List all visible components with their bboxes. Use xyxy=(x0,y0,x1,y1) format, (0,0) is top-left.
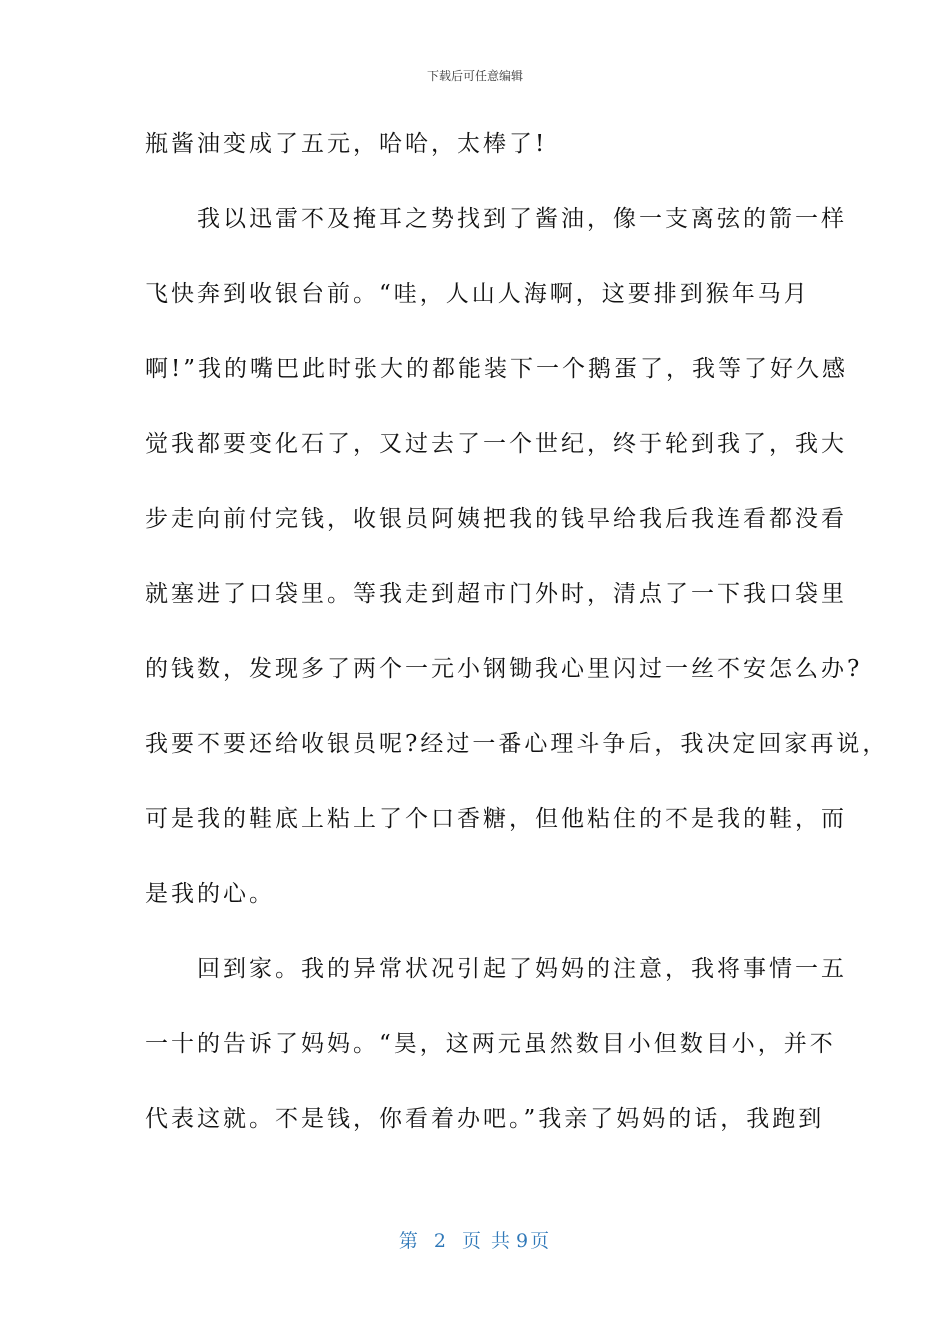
paragraph-line: 我以迅雷不及掩耳之势找到了酱油，像一支离弦的箭一样 xyxy=(145,206,847,232)
current-page-number: 2 xyxy=(433,1230,448,1252)
total-pages: 9页 xyxy=(516,1230,552,1252)
paragraph-line: 飞快奔到收银台前。“哇，人山人海啊，这要排到猴年马月 xyxy=(145,281,810,307)
paragraph-line: 瓶酱油变成了五元，哈哈，太棒了! xyxy=(145,131,548,157)
footer-prefix: 第 xyxy=(398,1230,420,1252)
paragraph-line: 步走向前付完钱，收银员阿姨把我的钱早给我后我连看都没看 xyxy=(145,506,847,532)
paragraph-line: 啊!”我的嘴巴此时张大的都能装下一个鹅蛋了，我等了好久感 xyxy=(145,356,849,382)
paragraph-line: 的钱数，发现多了两个一元小钢锄我心里闪过一丝不安怎么办? xyxy=(145,656,863,682)
paragraph-line: 觉我都要变化石了，又过去了一个世纪，终于轮到我了，我大 xyxy=(145,431,847,457)
paragraph-line: 是我的心。 xyxy=(145,881,275,907)
paragraph-line: 可是我的鞋底上粘上了个口香糖，但他粘住的不是我的鞋，而 xyxy=(145,806,847,832)
paragraph-line: 就塞进了口袋里。等我走到超市门外时，清点了一下我口袋里 xyxy=(145,581,847,607)
paragraph-line: 我要不要还给收银员呢?经过一番心理斗争后，我决定回家再说， xyxy=(145,731,889,757)
paragraph-line: 回到家。我的异常状况引起了妈妈的注意，我将事情一五 xyxy=(145,956,847,982)
page-header: 下载后可任意编辑 xyxy=(426,69,523,83)
paragraph-line: 代表这就。不是钱，你看着办吧。”我亲了妈妈的话，我跑到 xyxy=(145,1106,825,1132)
page-footer xyxy=(0,1226,950,1253)
paragraph-line: 一十的告诉了妈妈。“昊，这两元虽然数目小但数目小，并不 xyxy=(145,1031,836,1057)
footer-middle: 页 共 xyxy=(461,1230,513,1252)
